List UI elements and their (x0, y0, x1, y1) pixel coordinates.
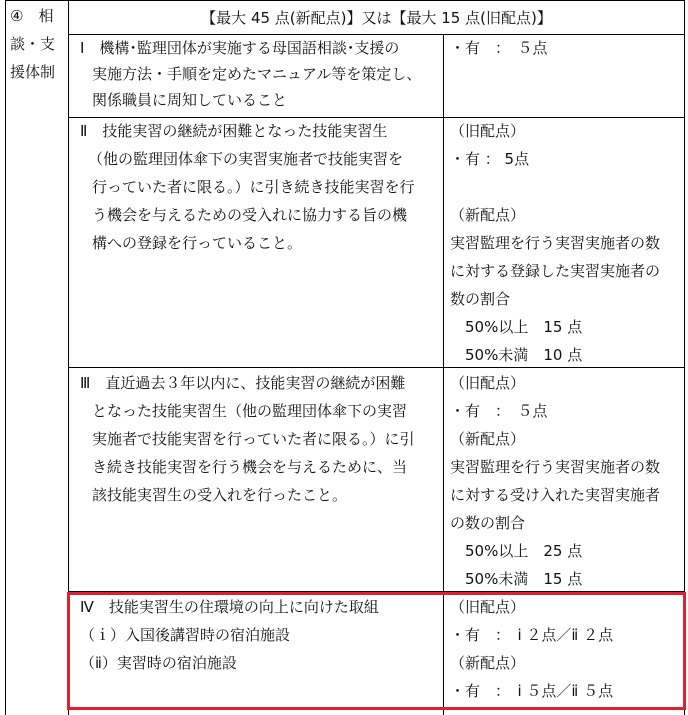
desc-line: Ⅲ 直近過去３年以内に、技能実習の継続が困難 (80, 374, 406, 392)
score-line: （旧配点） (450, 598, 526, 616)
score-line: の数の割合 (450, 514, 526, 532)
score-line: 50%以上 15 点 (450, 318, 583, 336)
score-line: 数の割合 (450, 290, 511, 308)
desc-line: （他の監理団体傘下の実習実施者で技能実習を (88, 150, 404, 168)
desc-line: う機会を与えるための受入れに協力する旨の機 (92, 206, 408, 224)
header-cell (69, 1, 684, 34)
header-bottom-rule (68, 34, 685, 35)
score-line: 実習監理を行う実習実施者の数 (450, 458, 661, 476)
header-text: 【最大 45 点(新配点)】又は【最大 15 点(旧配点)】 (201, 9, 552, 27)
score-line: 50%以上 25 点 (450, 542, 583, 560)
desc-line: き続き技能実習を行う機会を与えるために、当 (92, 458, 408, 476)
desc-line: となった技能実習生（他の監理団体傘下の実習 (92, 402, 408, 420)
desc-line: 実施者で技能実習を行っていた者に限る。）に引 (92, 430, 415, 448)
score-line: に対する受け入れた実習実施者 (450, 486, 661, 504)
score-line: 実習監理を行う実習実施者の数 (450, 234, 661, 252)
desc-line: Ⅱ 技能実習の継続が困難となった技能実習生 (80, 122, 388, 140)
score-line: ・有 ： ⅰ ５点／ⅱ ５点 (450, 682, 614, 700)
desc-line: （ⅱ）実習時の宿泊施設 (80, 654, 237, 672)
desc-line: 構への登録を行っていること。 (92, 234, 303, 252)
category-label-line: 援体制 (10, 63, 56, 81)
category-label-line: ④ 相 (10, 7, 54, 25)
desc-line: 行っていた者に限る。）に引き続き技能実習を行 (92, 178, 415, 196)
score-line: ・有 ： ５点 (450, 39, 548, 57)
desc-line: Ⅰ 機構･監理団体が実施する母国語相談･支援の (80, 39, 400, 57)
desc-line: 該技能実習生の受入れを行ったこと。 (92, 486, 348, 504)
score-line: ・有 ： 5点 (450, 150, 530, 168)
score-line: ・有 ： ５点 (450, 402, 548, 420)
score-line: （新配点） (450, 430, 526, 448)
category-label-line: 談・支 (10, 35, 56, 53)
score-line: 50%未満 10 点 (450, 346, 583, 364)
desc-line: （ｉ）入国後講習時の宿泊施設 (80, 626, 291, 644)
desc-line: 関係職員に周知していること (92, 91, 288, 109)
score-line: 50%未満 15 点 (450, 570, 583, 588)
table-left-border (5, 0, 6, 715)
desc-line: Ⅳ 技能実習生の住環境の向上に向けた取組 (80, 598, 379, 616)
score-line: （旧配点） (450, 374, 526, 392)
score-line: （新配点） (450, 654, 526, 672)
score-line: に対する登録した実習実施者の (450, 262, 661, 280)
highlight-box (67, 592, 686, 710)
row-2-bottom-rule (68, 367, 685, 368)
score-line: （新配点） (450, 206, 526, 224)
score-line: （旧配点） (450, 122, 526, 140)
score-line: ・有 ： ⅰ ２点／ⅱ ２点 (450, 626, 614, 644)
desc-line: 実施方法・手順を定めたマニュアル等を策定し、 (92, 65, 422, 83)
row-1-bottom-rule (68, 117, 685, 118)
